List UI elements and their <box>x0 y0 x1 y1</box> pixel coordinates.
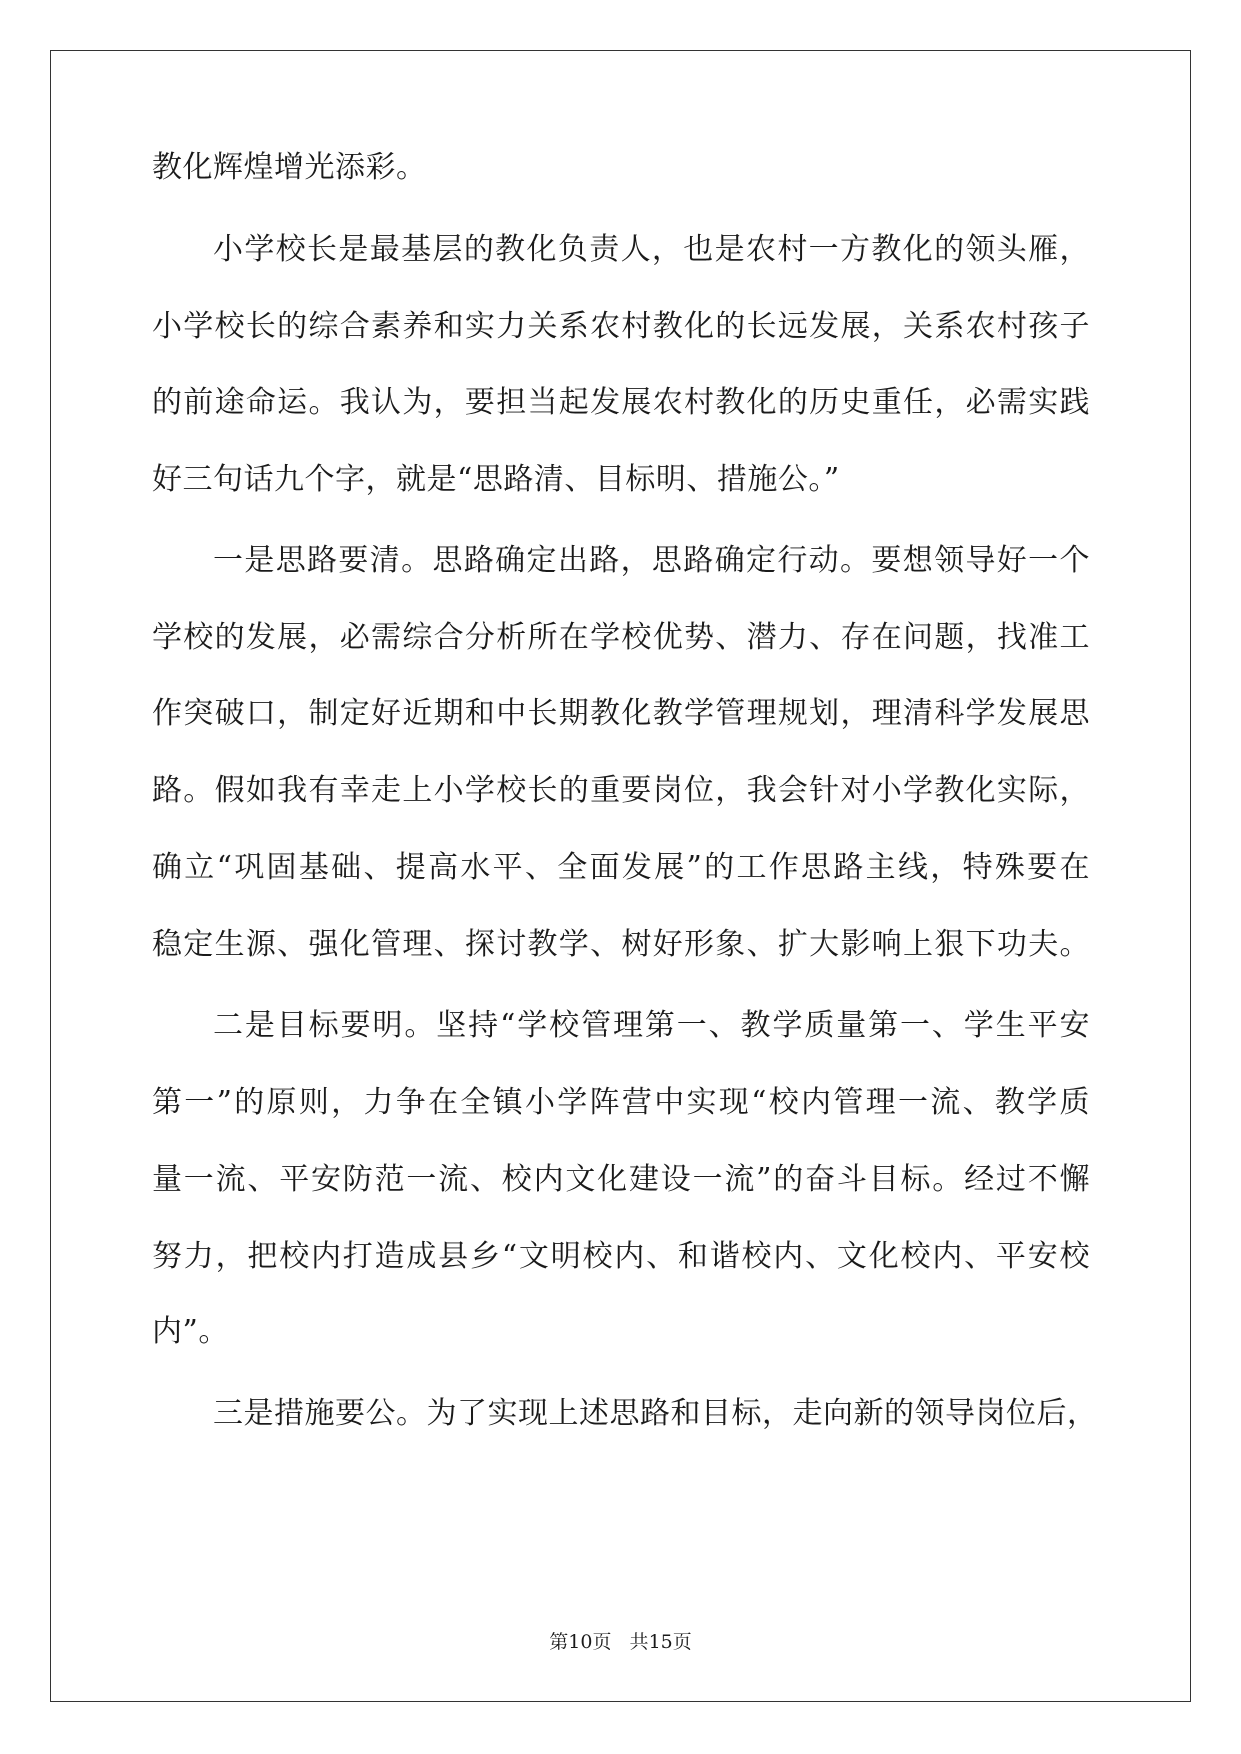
page-footer <box>0 1630 1241 1654</box>
footer-current-page: 10 <box>568 1631 593 1653</box>
footer-mid: 页 共 <box>592 1631 649 1653</box>
text-line-16: 内”。 <box>152 1314 229 1349</box>
text-line-4: 的前途命运。我认为，要担当起发展农村教化的历史重任，必需实践 <box>152 385 1090 420</box>
text-line-14: 量一流、平安防范一流、校内文化建设一流”的奋斗目标。经过不懈 <box>152 1162 1090 1197</box>
text-line-15: 努力，把校内打造成县乡“文明校内、和谐校内、文化校内、平安校 <box>152 1239 1090 1274</box>
footer-total-pages: 15 <box>648 1631 673 1653</box>
text-line-13: 第一”的原则，力争在全镇小学阵营中实现“校内管理一流、教学质 <box>152 1085 1090 1120</box>
text-line-10: 确立“巩固基础、提高水平、全面发展”的工作思路主线，特殊要在 <box>152 850 1090 885</box>
text-line-1: 教化辉煌增光添彩。 <box>152 150 427 185</box>
text-line-6: 一是思路要清。思路确定出路，思路确定行动。要想领导好一个 <box>213 543 1090 578</box>
text-line-11: 稳定生源、强化管理、探讨教学、树好形象、扩大影响上狠下功夫。 <box>152 927 1090 962</box>
text-line-17: 三是措施要公。为了实现上述思路和目标，走向新的领导岗位后， <box>213 1396 1098 1431</box>
text-line-7: 学校的发展，必需综合分析所在学校优势、潜力、存在问题，找准工 <box>152 620 1090 655</box>
text-line-2: 小学校长是最基层的教化负责人，也是农村一方教化的领头雁， <box>213 232 1090 267</box>
text-line-8: 作突破口，制定好近期和中长期教化教学管理规划，理清科学发展思 <box>152 696 1090 731</box>
text-line-9: 路。假如我有幸走上小学校长的重要岗位，我会针对小学教化实际， <box>152 773 1090 808</box>
text-line-12: 二是目标要明。坚持“学校管理第一、教学质量第一、学生平安 <box>213 1008 1090 1043</box>
footer-suffix: 页 <box>672 1631 692 1653</box>
text-line-3: 小学校长的综合素养和实力关系农村教化的长远发展，关系农村孩子 <box>152 309 1090 344</box>
text-line-5: 好三句话九个字，就是“思路清、目标明、措施公。” <box>152 462 840 497</box>
footer-prefix: 第 <box>549 1631 569 1653</box>
